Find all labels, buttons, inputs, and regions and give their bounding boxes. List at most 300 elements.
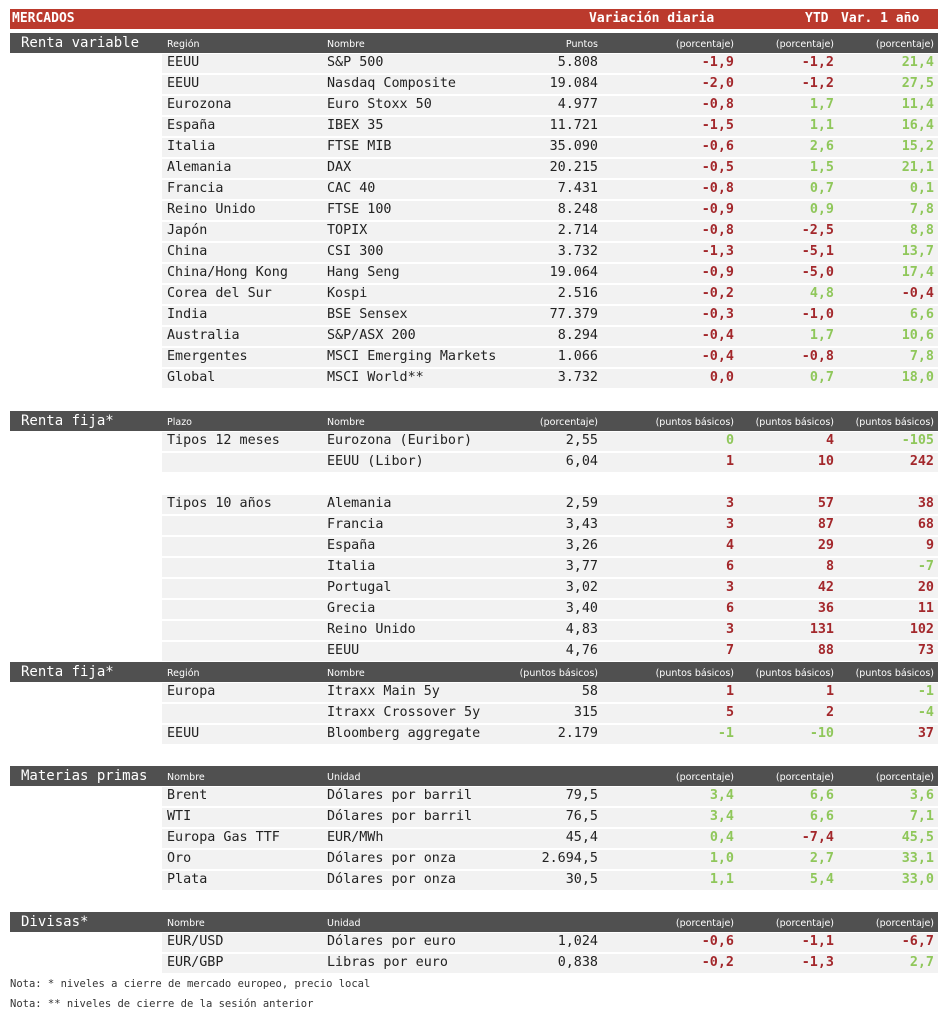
cell-daily: 1,1 xyxy=(709,872,734,887)
cell-ytd: 10 xyxy=(817,454,834,469)
table-row xyxy=(10,95,938,116)
cell-level: 3,40 xyxy=(565,601,598,616)
section-name: Renta variable xyxy=(10,33,173,53)
table-row xyxy=(10,74,938,95)
table-row xyxy=(10,578,938,599)
cell-daily: -0,5 xyxy=(701,160,734,175)
cell-ytd: 57 xyxy=(817,496,834,511)
cell-year: 27,5 xyxy=(901,76,934,91)
column-header: (porcentaje) xyxy=(675,39,734,50)
cell-daily: 3 xyxy=(725,580,734,595)
cell-ytd: 5,4 xyxy=(809,872,834,887)
section-fixed-income-credit xyxy=(10,662,938,745)
cell-ytd: 2 xyxy=(825,705,834,720)
cell-name: EEUU xyxy=(327,643,360,658)
cell-year: 21,1 xyxy=(901,160,934,175)
cell-name: IBEX 35 xyxy=(327,118,384,133)
cell-daily: 3 xyxy=(725,517,734,532)
ytd-header: YTD xyxy=(805,11,829,26)
cell-daily: -1,3 xyxy=(701,244,734,259)
cell-year: 18,0 xyxy=(901,370,934,385)
cell-daily: -0,6 xyxy=(701,139,734,154)
cell-name: Dólares por onza xyxy=(327,851,456,866)
cell-level: 3.732 xyxy=(557,244,598,259)
cell-ytd: 8 xyxy=(825,559,834,574)
cell-ytd: 1,7 xyxy=(809,97,834,112)
cell-daily: -0,8 xyxy=(701,181,734,196)
section-fixed-income-rates xyxy=(10,411,938,662)
cell-year: 10,6 xyxy=(901,328,934,343)
cell-daily: -0,6 xyxy=(701,934,734,949)
cell-level: 79,5 xyxy=(565,788,598,803)
cell-level: 8.294 xyxy=(557,328,598,343)
table-row xyxy=(10,620,938,641)
section-name: Materias primas xyxy=(10,766,173,786)
cell-year: -4 xyxy=(917,705,934,720)
column-header: Nombre xyxy=(327,668,365,679)
cell-name: Grecia xyxy=(327,601,376,616)
cell-ytd: 1,5 xyxy=(809,160,834,175)
section-equities xyxy=(10,33,938,389)
cell-level: 5.808 xyxy=(557,55,598,70)
cell-daily: -1,9 xyxy=(701,55,734,70)
cell-label: EEUU xyxy=(167,55,200,70)
cell-daily: 3,4 xyxy=(709,809,734,824)
cell-year: 45,5 xyxy=(901,830,934,845)
section-header xyxy=(10,411,938,431)
cell-level: 3,02 xyxy=(565,580,598,595)
cell-year: 37 xyxy=(917,726,934,741)
cell-level: 4,76 xyxy=(565,643,598,658)
cell-label: Plata xyxy=(167,872,208,887)
column-header: (puntos básicos) xyxy=(755,417,834,428)
cell-ytd: 1,1 xyxy=(809,118,834,133)
table-row xyxy=(10,326,938,347)
cell-daily: -0,4 xyxy=(701,349,734,364)
cell-year: -1 xyxy=(917,684,934,699)
table-row xyxy=(10,137,938,158)
cell-ytd: -1,2 xyxy=(801,76,834,91)
cell-name: FTSE 100 xyxy=(327,202,392,217)
cell-level: 3,77 xyxy=(565,559,598,574)
cell-label: WTI xyxy=(167,809,192,824)
cell-name: MSCI Emerging Markets xyxy=(327,349,497,364)
cell-year: 15,2 xyxy=(901,139,934,154)
cell-year: 16,4 xyxy=(901,118,934,133)
cell-year: 2,7 xyxy=(909,955,934,970)
table-row xyxy=(10,263,938,284)
cell-year: -105 xyxy=(901,433,934,448)
table-row xyxy=(10,494,938,515)
cell-year: 242 xyxy=(909,454,934,469)
cell-label: Tipos 12 meses xyxy=(167,433,280,448)
column-header: (puntos básicos) xyxy=(855,417,934,428)
cell-ytd: 36 xyxy=(817,601,834,616)
cell-ytd: -7,4 xyxy=(801,830,834,845)
cell-year: 11,4 xyxy=(901,97,934,112)
cell-ytd: 42 xyxy=(817,580,834,595)
table-row xyxy=(10,305,938,326)
cell-level: 2,55 xyxy=(565,433,598,448)
column-header: Plazo xyxy=(167,417,192,428)
cell-name: Dólares por euro xyxy=(327,934,456,949)
cell-ytd: 87 xyxy=(817,517,834,532)
cell-ytd: 88 xyxy=(817,643,834,658)
cell-level: 30,5 xyxy=(565,872,598,887)
cell-level: 19.084 xyxy=(549,76,598,91)
cell-level: 315 xyxy=(573,705,598,720)
table-row xyxy=(10,870,938,891)
cell-level: 3.732 xyxy=(557,370,598,385)
cell-level: 3,43 xyxy=(565,517,598,532)
column-header-bar xyxy=(162,766,938,786)
cell-year: 21,4 xyxy=(901,55,934,70)
column-header: Nombre xyxy=(167,772,205,783)
cell-ytd: -1,2 xyxy=(801,55,834,70)
section-header xyxy=(10,912,938,932)
row-background xyxy=(162,704,938,723)
table-row xyxy=(10,368,938,389)
table-row xyxy=(10,431,938,452)
cell-ytd: -1,3 xyxy=(801,955,834,970)
cell-label: Japón xyxy=(167,223,208,238)
cell-level: 8.248 xyxy=(557,202,598,217)
column-header: (puntos básicos) xyxy=(755,668,834,679)
table-row xyxy=(10,807,938,828)
cell-ytd: 4,8 xyxy=(809,286,834,301)
cell-name: S&P/ASX 200 xyxy=(327,328,416,343)
cell-daily: -0,8 xyxy=(701,223,734,238)
cell-daily: 7 xyxy=(725,643,734,658)
cell-name: Dólares por barril xyxy=(327,788,473,803)
cell-name: Hang Seng xyxy=(327,265,400,280)
cell-label: Australia xyxy=(167,328,240,343)
cell-ytd: 131 xyxy=(809,622,834,637)
cell-label: Alemania xyxy=(167,160,232,175)
table-row xyxy=(10,641,938,662)
column-header: (porcentaje) xyxy=(539,417,598,428)
cell-name: Eurozona (Euribor) xyxy=(327,433,473,448)
cell-level: 45,4 xyxy=(565,830,598,845)
cell-year: 3,6 xyxy=(909,788,934,803)
cell-ytd: -5,1 xyxy=(801,244,834,259)
table-row xyxy=(10,179,938,200)
cell-daily: 4 xyxy=(725,538,734,553)
cell-label: Global xyxy=(167,370,216,385)
title-bar xyxy=(10,9,938,29)
cell-name: CAC 40 xyxy=(327,181,376,196)
cell-name: Francia xyxy=(327,517,384,532)
cell-name: FTSE MIB xyxy=(327,139,392,154)
cell-ytd: 6,6 xyxy=(809,788,834,803)
cell-name: Euro Stoxx 50 xyxy=(327,97,432,112)
cell-year: 9 xyxy=(925,538,934,553)
cell-level: 1,024 xyxy=(557,934,598,949)
cell-level: 77.379 xyxy=(549,307,598,322)
cell-daily: -0,3 xyxy=(701,307,734,322)
column-header: (puntos básicos) xyxy=(855,668,934,679)
section-name: Renta fija* xyxy=(10,411,173,431)
cell-name: Portugal xyxy=(327,580,392,595)
cell-daily: -0,9 xyxy=(701,265,734,280)
table-row xyxy=(10,849,938,870)
table-row xyxy=(10,953,938,974)
cell-daily: 6 xyxy=(725,559,734,574)
cell-name: Dólares por onza xyxy=(327,872,456,887)
cell-ytd: -1,1 xyxy=(801,934,834,949)
cell-level: 0,838 xyxy=(557,955,598,970)
cell-name: S&P 500 xyxy=(327,55,384,70)
cell-daily: -0,2 xyxy=(701,286,734,301)
table-row xyxy=(10,724,938,745)
cell-year: 20 xyxy=(917,580,934,595)
cell-year: 6,6 xyxy=(909,307,934,322)
cell-name: EUR/MWh xyxy=(327,830,384,845)
cell-daily: 5 xyxy=(725,705,734,720)
cell-year: 8,8 xyxy=(909,223,934,238)
cell-daily: -0,8 xyxy=(701,97,734,112)
cell-daily: 1 xyxy=(725,454,734,469)
cell-name: Itraxx Crossover 5y xyxy=(327,705,481,720)
section-header xyxy=(10,662,938,682)
cell-label: Emergentes xyxy=(167,349,248,364)
cell-label: Tipos 10 años xyxy=(167,496,272,511)
table-row xyxy=(10,786,938,807)
cell-daily: 0,4 xyxy=(709,830,734,845)
cell-label: Eurozona xyxy=(167,97,232,112)
column-header: (puntos básicos) xyxy=(519,668,598,679)
table-row xyxy=(10,557,938,578)
cell-level: 2,59 xyxy=(565,496,598,511)
cell-ytd: 2,7 xyxy=(809,851,834,866)
cell-daily: -2,0 xyxy=(701,76,734,91)
cell-name: DAX xyxy=(327,160,352,175)
cell-year: 102 xyxy=(909,622,934,637)
cell-level: 6,04 xyxy=(565,454,598,469)
cell-ytd: 1 xyxy=(825,684,834,699)
cell-level: 2.694,5 xyxy=(541,851,598,866)
column-header: (puntos básicos) xyxy=(655,668,734,679)
cell-year: -7 xyxy=(917,559,934,574)
cell-label: EEUU xyxy=(167,726,200,741)
section-name: Divisas* xyxy=(10,912,173,932)
cell-daily: -0,9 xyxy=(701,202,734,217)
cell-level: 20.215 xyxy=(549,160,598,175)
cell-year: -6,7 xyxy=(901,934,934,949)
table-row xyxy=(10,221,938,242)
cell-label: EUR/USD xyxy=(167,934,224,949)
cell-level: 76,5 xyxy=(565,809,598,824)
cell-year: 13,7 xyxy=(901,244,934,259)
cell-level: 2.714 xyxy=(557,223,598,238)
table-row xyxy=(10,599,938,620)
section-header xyxy=(10,33,938,53)
cell-daily: 3 xyxy=(725,496,734,511)
cell-label: China xyxy=(167,244,208,259)
cell-year: 73 xyxy=(917,643,934,658)
cell-ytd: -1,0 xyxy=(801,307,834,322)
column-header-bar xyxy=(162,912,938,932)
year-variation-header: Var. 1 año xyxy=(841,11,920,26)
cell-name: Nasdaq Composite xyxy=(327,76,456,91)
cell-ytd: 0,9 xyxy=(809,202,834,217)
column-header-bar xyxy=(162,33,938,53)
cell-ytd: -0,8 xyxy=(801,349,834,364)
cell-name: BSE Sensex xyxy=(327,307,408,322)
table-row xyxy=(10,682,938,703)
cell-label: China/Hong Kong xyxy=(167,265,288,280)
cell-name: TOPIX xyxy=(327,223,368,238)
cell-level: 35.090 xyxy=(549,139,598,154)
cell-level: 11.721 xyxy=(549,118,598,133)
cell-name: Dólares por barril xyxy=(327,809,473,824)
cell-level: 2.516 xyxy=(557,286,598,301)
cell-year: -0,4 xyxy=(901,286,934,301)
note-1: Nota: * niveles a cierre de mercado europeo, precio local xyxy=(10,978,371,990)
cell-ytd: 0,7 xyxy=(809,370,834,385)
cell-level: 4.977 xyxy=(557,97,598,112)
column-header: Puntos xyxy=(565,39,598,50)
column-header: Región xyxy=(167,668,200,679)
cell-level: 58 xyxy=(581,684,598,699)
cell-year: 11 xyxy=(917,601,934,616)
cell-ytd: -2,5 xyxy=(801,223,834,238)
table-row xyxy=(10,158,938,179)
section-name: Renta fija* xyxy=(10,662,173,682)
cell-name: EEUU (Libor) xyxy=(327,454,424,469)
row-background xyxy=(162,558,938,577)
cell-name: Italia xyxy=(327,559,376,574)
cell-daily: -1,5 xyxy=(701,118,734,133)
cell-name: CSI 300 xyxy=(327,244,384,259)
cell-label: Italia xyxy=(167,139,216,154)
column-header: (porcentaje) xyxy=(675,918,734,929)
column-header: (porcentaje) xyxy=(875,39,934,50)
cell-year: 38 xyxy=(917,496,934,511)
column-header: (porcentaje) xyxy=(775,918,834,929)
table-row xyxy=(10,347,938,368)
table-row xyxy=(10,536,938,557)
cell-name: MSCI World** xyxy=(327,370,424,385)
table-row xyxy=(10,116,938,137)
cell-ytd: 4 xyxy=(825,433,834,448)
cell-ytd: -5,0 xyxy=(801,265,834,280)
cell-level: 4,83 xyxy=(565,622,598,637)
cell-level: 1.066 xyxy=(557,349,598,364)
note-2: Nota: ** niveles de cierre de la sesión anterior xyxy=(10,998,314,1010)
cell-name: España xyxy=(327,538,376,553)
table-row xyxy=(10,53,938,74)
table-row xyxy=(10,932,938,953)
cell-daily: 1,0 xyxy=(709,851,734,866)
cell-name: Reino Unido xyxy=(327,622,416,637)
cell-label: India xyxy=(167,307,208,322)
cell-label: Corea del Sur xyxy=(167,286,272,301)
column-header: Nombre xyxy=(167,918,205,929)
cell-label: Reino Unido xyxy=(167,202,256,217)
section-header xyxy=(10,766,938,786)
cell-daily: 1 xyxy=(725,684,734,699)
table-row xyxy=(10,515,938,536)
cell-daily: -0,4 xyxy=(701,328,734,343)
cell-name: Kospi xyxy=(327,286,368,301)
column-header: Nombre xyxy=(327,417,365,428)
column-header: Nombre xyxy=(327,39,365,50)
column-header: (porcentaje) xyxy=(875,918,934,929)
cell-ytd: -10 xyxy=(809,726,834,741)
column-header: Unidad xyxy=(327,772,361,783)
cell-daily: 0 xyxy=(725,433,734,448)
cell-ytd: 6,6 xyxy=(809,809,834,824)
column-header: Región xyxy=(167,39,200,50)
cell-label: Francia xyxy=(167,181,224,196)
table-row xyxy=(10,473,938,494)
column-header: Unidad xyxy=(327,918,361,929)
cell-level: 19.064 xyxy=(549,265,598,280)
cell-label: Oro xyxy=(167,851,192,866)
table-row xyxy=(10,703,938,724)
table-row xyxy=(10,828,938,849)
column-header-bar xyxy=(162,662,938,682)
page-title: MERCADOS xyxy=(12,11,75,26)
cell-level: 3,26 xyxy=(565,538,598,553)
cell-year: 17,4 xyxy=(901,265,934,280)
cell-label: Europa Gas TTF xyxy=(167,830,280,845)
cell-year: 7,8 xyxy=(909,202,934,217)
cell-name: Alemania xyxy=(327,496,392,511)
daily-variation-header: Variación diaria xyxy=(589,11,715,26)
cell-daily: 0,0 xyxy=(709,370,734,385)
cell-year: 7,1 xyxy=(909,809,934,824)
cell-daily: -0,2 xyxy=(701,955,734,970)
table-row xyxy=(10,242,938,263)
cell-label: Brent xyxy=(167,788,208,803)
cell-ytd: 29 xyxy=(817,538,834,553)
cell-daily: 3 xyxy=(725,622,734,637)
cell-year: 33,0 xyxy=(901,872,934,887)
section-currencies xyxy=(10,912,938,974)
column-header: (porcentaje) xyxy=(675,772,734,783)
table-row xyxy=(10,200,938,221)
cell-daily: -1 xyxy=(717,726,734,741)
table-row xyxy=(10,284,938,305)
cell-daily: 6 xyxy=(725,601,734,616)
cell-ytd: 2,6 xyxy=(809,139,834,154)
cell-level: 7.431 xyxy=(557,181,598,196)
cell-label: España xyxy=(167,118,216,133)
cell-year: 33,1 xyxy=(901,851,934,866)
cell-name: Itraxx Main 5y xyxy=(327,684,440,699)
cell-year: 7,8 xyxy=(909,349,934,364)
column-header: (porcentaje) xyxy=(775,39,834,50)
cell-name: Bloomberg aggregate xyxy=(327,726,481,741)
column-header-bar xyxy=(162,411,938,431)
cell-ytd: 0,7 xyxy=(809,181,834,196)
cell-year: 0,1 xyxy=(909,181,934,196)
cell-daily: 3,4 xyxy=(709,788,734,803)
cell-label: EUR/GBP xyxy=(167,955,224,970)
column-header: (puntos básicos) xyxy=(655,417,734,428)
cell-year: 68 xyxy=(917,517,934,532)
cell-name: Libras por euro xyxy=(327,955,448,970)
cell-level: 2.179 xyxy=(557,726,598,741)
cell-label: Europa xyxy=(167,684,216,699)
cell-ytd: 1,7 xyxy=(809,328,834,343)
table-row xyxy=(10,452,938,473)
column-header: (porcentaje) xyxy=(775,772,834,783)
column-header: (porcentaje) xyxy=(875,772,934,783)
cell-label: EEUU xyxy=(167,76,200,91)
